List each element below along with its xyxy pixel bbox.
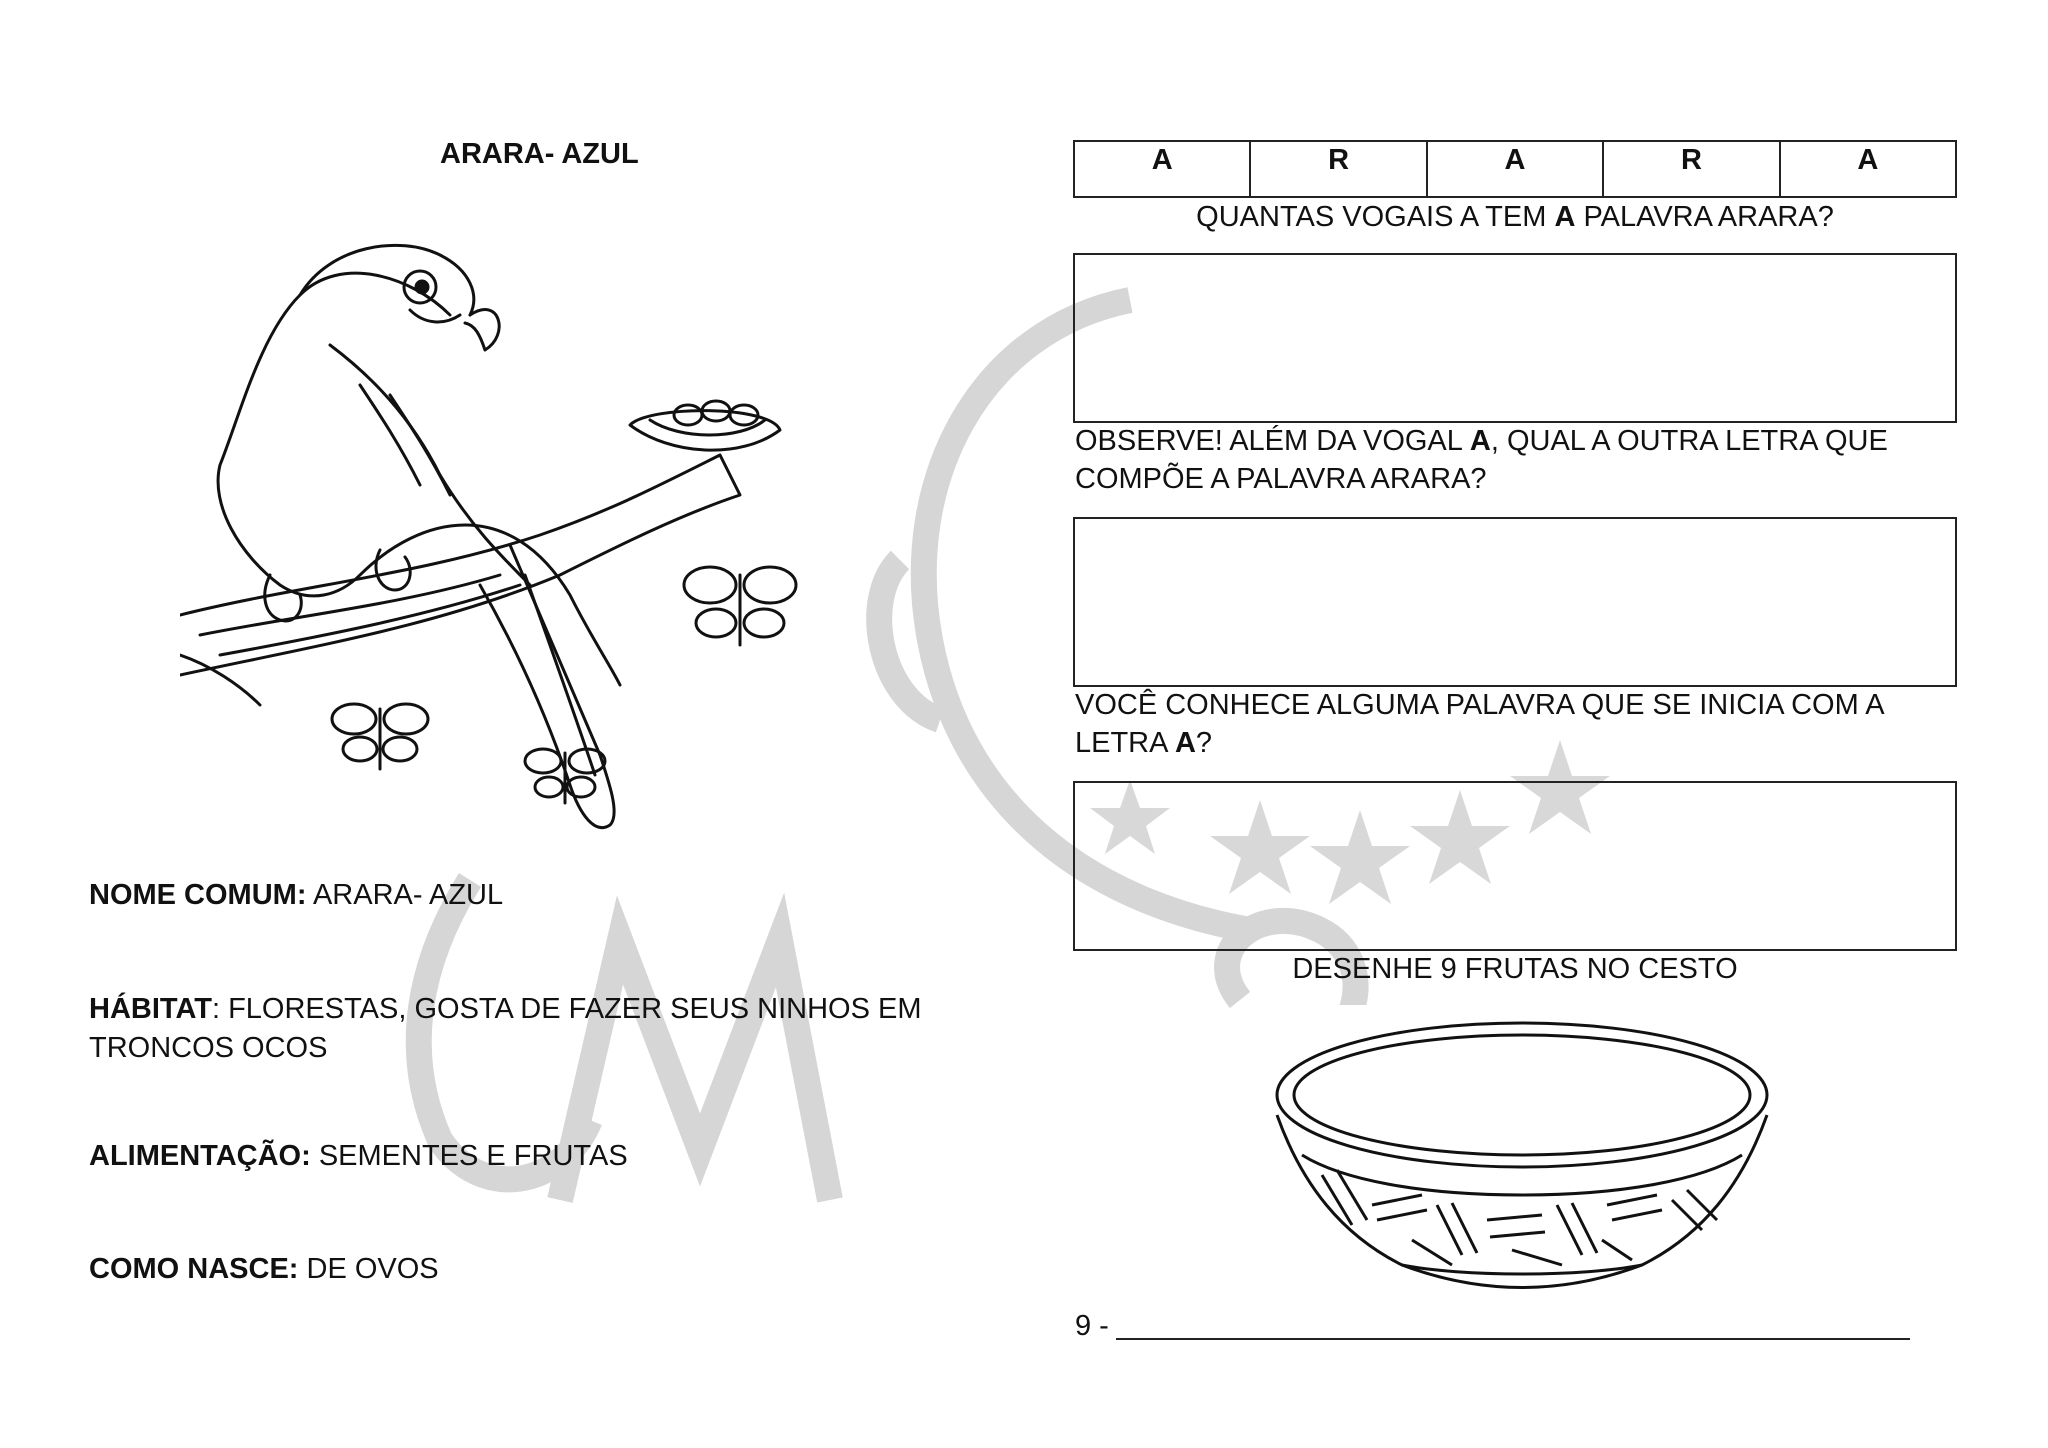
question-vowels	[1073, 198, 1957, 236]
question-text: ?	[1195, 727, 1213, 759]
question-bold-letter: A	[1554, 201, 1576, 233]
info-label: NOME COMUM:	[89, 879, 307, 911]
question-word-with-a	[1075, 686, 1945, 762]
question-other-letter	[1075, 422, 1945, 498]
question-text: VOCÊ CONHECE ALGUMA PALAVRA QUE SE INICIA COM A LETRA	[1075, 689, 1883, 759]
info-value: : FLORESTAS, GOSTA DE FAZER SEUS NINHOS EM TRONCOS OCOS	[89, 993, 922, 1064]
info-value: SEMENTES E FRUTAS	[310, 1140, 628, 1172]
info-common-name	[89, 876, 989, 915]
question-text: , QUAL A OUTRA LETRA QUE COMPÕE A PALAVRA ARARA?	[1075, 425, 1888, 495]
letter-cell: A	[1075, 142, 1251, 196]
info-birth	[89, 1250, 989, 1289]
question-text: OBSERVE! ALÉM DA VOGAL	[1075, 425, 1470, 457]
letter-cell: R	[1604, 142, 1780, 196]
question-draw-fruits: DESENHE 9 FRUTAS NO CESTO	[1292, 953, 1738, 985]
info-food	[89, 1137, 989, 1176]
letter-cell: A	[1428, 142, 1604, 196]
info-value: ARARA- AZUL	[306, 879, 504, 911]
answer-box-3[interactable]	[1073, 781, 1957, 951]
info-label: HÁBITAT	[89, 993, 212, 1025]
info-value: DE OVOS	[298, 1253, 439, 1285]
name-line[interactable]	[1116, 1338, 1910, 1340]
question-bold-letter: A	[1174, 727, 1196, 759]
letter-grid	[1073, 140, 1957, 198]
question-text: QUANTAS VOGAIS A TEM	[1196, 201, 1555, 233]
info-label: ALIMENTAÇÃO:	[89, 1140, 311, 1172]
info-habitat	[89, 990, 959, 1068]
macaw-illustration	[180, 215, 900, 855]
page-number: 9 -	[1075, 1310, 1109, 1342]
info-label: COMO NASCE:	[89, 1253, 299, 1285]
question-bold-letter: A	[1469, 425, 1491, 457]
basket-illustration[interactable]	[1262, 1005, 1782, 1295]
letter-cell: A	[1857, 144, 1879, 176]
letter-cell: R	[1251, 142, 1427, 196]
answer-box-1[interactable]	[1073, 253, 1957, 423]
question-text: PALAVRA ARARA?	[1575, 201, 1834, 233]
answer-box-2[interactable]	[1073, 517, 1957, 687]
animal-title: ARARA- AZUL	[440, 138, 639, 170]
